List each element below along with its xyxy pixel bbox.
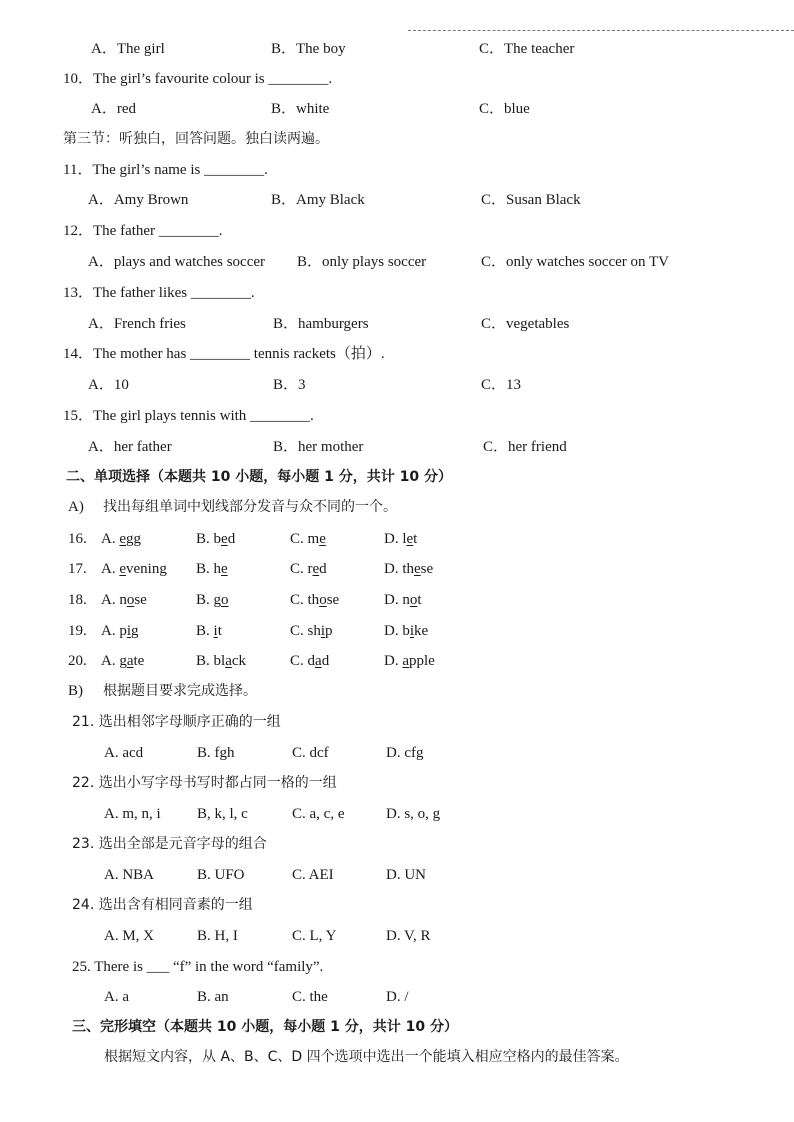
q21-option-a: A. acd xyxy=(104,745,144,761)
q24-option-b: B. H, I xyxy=(197,928,238,944)
q22-option-b: B, k, l, c xyxy=(197,806,248,822)
part2-b-instruction: 根据题目要求完成选择。 xyxy=(103,683,257,699)
q21-option-c: C. dcf xyxy=(292,745,329,761)
q24-option-c: C. L, Y xyxy=(292,928,337,944)
q14-option-c: C．13 xyxy=(481,377,522,393)
q11-option-a: A．Amy Brown xyxy=(88,192,189,208)
q10-option-c: C．blue xyxy=(479,101,530,117)
part2-b-label: B) xyxy=(68,683,83,699)
top-dashed-line xyxy=(408,30,794,31)
q11-option-c: C．Susan Black xyxy=(481,192,581,208)
q18-option-b: B. go xyxy=(196,592,229,608)
q22-option-c: C. a, c, e xyxy=(292,806,345,822)
q9-option-c: C．The teacher xyxy=(479,41,575,57)
q19-option-c: C. ship xyxy=(290,623,333,639)
q21-option-b: B. fgh xyxy=(197,745,235,761)
q20-option-d: D. apple xyxy=(384,653,435,669)
q19-option-b: B. it xyxy=(196,623,222,639)
q14-option-a: A．10 xyxy=(88,377,129,393)
q25-stem: 25. There is ___ “f” in the word “family”. xyxy=(72,959,324,975)
q20-option-c: C. dad xyxy=(290,653,330,669)
q13-option-c: C．vegetables xyxy=(481,316,570,332)
q25-option-a: A. a xyxy=(104,989,129,1005)
part2-a-instruction: 找出每组单词中划线部分发音与众不同的一个。 xyxy=(103,499,397,515)
q24-option-a: A. M, X xyxy=(104,928,155,944)
q9-option-b: B．The boy xyxy=(271,41,346,57)
q11-stem: 11．The girl’s name is ________. xyxy=(63,162,268,178)
q15-option-a: A．her father xyxy=(88,439,172,455)
q10-stem: 10．The girl’s favourite colour is ________. xyxy=(63,71,333,87)
q19-option-a: A. pig xyxy=(101,623,139,639)
q12-option-a: A．plays and watches soccer xyxy=(88,254,266,270)
q25-option-d: D. / xyxy=(386,989,409,1005)
q18-option-a: A. nose xyxy=(101,592,147,608)
q25-option-c: C. the xyxy=(292,989,328,1005)
q13-stem: 13．The father likes ________. xyxy=(63,285,255,301)
part3-title: 三、完形填空（本题共 10 小题，每小题 1 分，共计 10 分） xyxy=(72,1019,458,1035)
q12-option-b: B．only plays soccer xyxy=(297,254,427,270)
q17-option-a: A. evening xyxy=(101,561,167,577)
q16-option-b: B. bed xyxy=(196,531,236,547)
q21-stem: 21. 选出相邻字母顺序正确的一组 xyxy=(72,714,281,730)
q17-option-c: C. red xyxy=(290,561,327,577)
q23-option-a: A. NBA xyxy=(104,867,155,883)
q12-stem: 12．The father ________. xyxy=(63,223,223,239)
q23-option-b: B. UFO xyxy=(197,867,245,883)
q16-option-d: D. let xyxy=(384,531,418,547)
q16-option-c: C. me xyxy=(290,531,326,547)
q13-option-a: A．French fries xyxy=(88,316,186,332)
q18-option-d: D. not xyxy=(384,592,422,608)
q20-option-a: A. gate xyxy=(101,653,145,669)
q17-option-d: D. these xyxy=(384,561,434,577)
part2-a-label: A) xyxy=(68,499,84,515)
q15-option-c: C．her friend xyxy=(483,439,567,455)
q25-option-b: B. an xyxy=(197,989,229,1005)
q15-option-b: B．her mother xyxy=(273,439,364,455)
q24-stem: 24. 选出含有相同音素的一组 xyxy=(72,897,253,913)
q9-option-a: A．The girl xyxy=(91,41,165,57)
q12-option-c: C．only watches soccer on TV xyxy=(481,254,670,270)
q20-number: 20. xyxy=(68,653,87,669)
part2-title: 二、单项选择（本题共 10 小题，每小题 1 分，共计 10 分） xyxy=(66,469,452,485)
q19-number: 19. xyxy=(68,623,87,639)
q11-option-b: B．Amy Black xyxy=(271,192,365,208)
q10-option-a: A．red xyxy=(91,101,136,117)
q20-option-b: B. black xyxy=(196,653,247,669)
q15-stem: 15．The girl plays tennis with ________. xyxy=(63,408,314,424)
section3-title: 第三节：听独白，回答问题。独白读两遍。 xyxy=(63,131,329,147)
q14-option-b: B．3 xyxy=(273,377,306,393)
q22-option-a: A. m, n, i xyxy=(104,806,161,822)
q23-stem: 23. 选出全部是元音字母的组合 xyxy=(72,836,267,852)
q22-stem: 22. 选出小写字母书写时都占同一格的一组 xyxy=(72,775,337,791)
q13-option-b: B．hamburgers xyxy=(273,316,369,332)
q16-number: 16. xyxy=(68,531,87,547)
q21-option-d: D. cfg xyxy=(386,745,424,761)
q24-option-d: D. V, R xyxy=(386,928,431,944)
q18-option-c: C. those xyxy=(290,592,340,608)
q17-number: 17. xyxy=(68,561,87,577)
q10-option-b: B．white xyxy=(271,101,330,117)
q23-option-c: C. AEI xyxy=(292,867,334,883)
q16-option-a: A. egg xyxy=(101,531,142,547)
q23-option-d: D. UN xyxy=(386,867,426,883)
q22-option-d: D. s, o, g xyxy=(386,806,441,822)
part3-instruction: 根据短文内容，从 A、B、C、D 四个选项中选出一个能填入相应空格内的最佳答案。 xyxy=(104,1049,629,1065)
q17-option-b: B. he xyxy=(196,561,228,577)
q19-option-d: D. bike xyxy=(384,623,429,639)
q14-stem: 14．The mother has ________ tennis rackets（拍）. xyxy=(63,346,385,362)
q18-number: 18. xyxy=(68,592,87,608)
